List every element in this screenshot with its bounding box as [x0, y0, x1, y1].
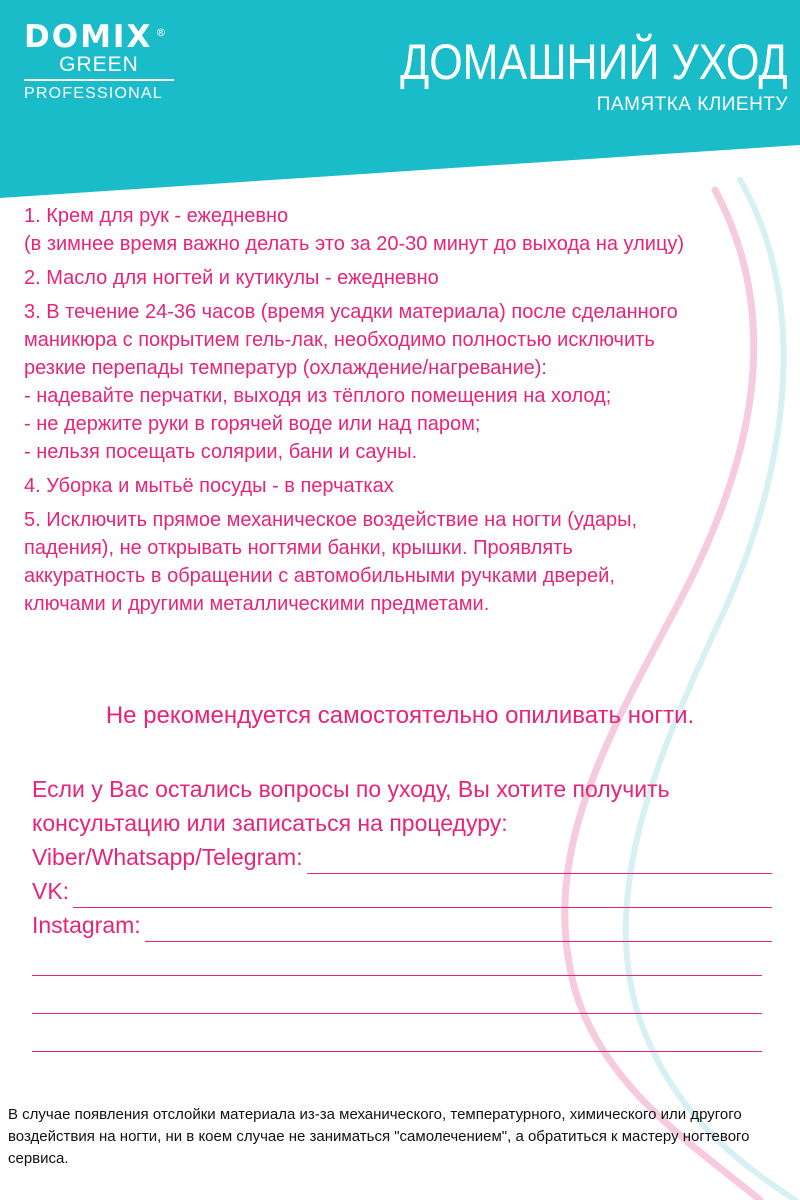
blank-line[interactable] [32, 942, 762, 976]
messenger-blank-line[interactable] [307, 849, 772, 874]
instruction-line: - надевайте перчатки, выходя из тёплого помещения на холод; [24, 385, 612, 407]
instagram-field[interactable] [32, 908, 772, 942]
logo-professional: PROFESSIONAL [24, 85, 163, 102]
blank-line[interactable] [32, 980, 762, 1014]
messenger-label: Viber/Whatsapp/Telegram: [32, 844, 303, 870]
contact-intro-line: консультацию или записаться на процедуру: [32, 810, 508, 836]
logo-divider [24, 79, 174, 81]
domix-logo [24, 20, 180, 103]
warning-note: Не рекомендуется самостоятельно опиливать ногти. [105, 702, 695, 729]
instruction-item-4 [24, 472, 784, 500]
instruction-line: 4. Уборка и мытьё посуды - в перчатках [24, 475, 394, 497]
instruction-line: падения), не открывать ногтями банки, крышки. Проявлять [24, 537, 573, 559]
instruction-item-3 [24, 298, 784, 466]
instagram-blank-line[interactable] [145, 917, 772, 942]
page-title: ДОМАШНИЙ УХОД [400, 34, 788, 90]
instruction-line: маникюра с покрытием гель-лак, необходимо полностью исключить [24, 329, 655, 351]
care-instructions [24, 200, 784, 624]
contact-section [32, 772, 772, 1056]
vk-label: VK: [32, 878, 70, 904]
disclaimer: В случае появления отслойки материала из-за механического, температурного, химического или другого воздействия на ногти, ни в коем случае не заниматься "самолечением", а обратиться к мастеру ногтевого сервиса. [8, 1106, 750, 1167]
logo-registered-mark: ® [155, 26, 167, 39]
instruction-item-5 [24, 506, 784, 618]
instruction-line: резкие перепады температур (охлаждение/нагревание): [24, 357, 547, 379]
vk-blank-line[interactable] [73, 883, 772, 908]
instruction-line: - нельзя посещать солярии, бани и сауны. [24, 441, 418, 463]
page-subtitle: ПАМЯТКА КЛИЕНТУ [596, 94, 788, 115]
instruction-line: 2. Масло для ногтей и кутикулы - ежедневно [24, 267, 439, 289]
vk-field[interactable] [32, 874, 772, 908]
instruction-line: аккуратность в обращении с автомобильными ручками дверей, [24, 565, 615, 587]
instruction-line: 1. Крем для рук - ежедневно [24, 205, 289, 227]
logo-sub: GREEN [59, 53, 139, 76]
instruction-line: (в зимнее время важно делать это за 20-30 минут до выхода на улицу) [24, 233, 685, 255]
messenger-field[interactable] [32, 840, 772, 874]
instruction-item-1 [24, 200, 784, 258]
logo-brand: DOMIX [24, 19, 153, 55]
blank-line[interactable] [32, 1018, 762, 1052]
contact-intro-line: Если у Вас остались вопросы по уходу, Вы хотите получить [32, 776, 670, 802]
instagram-label: Instagram: [32, 912, 141, 938]
instruction-line: - не держите руки в горячей воде или над паром; [24, 413, 481, 435]
instruction-line: 3. В течение 24-36 часов (время усадки материала) после сделанного [24, 301, 678, 323]
instruction-line: ключами и другими металлическими предметами. [24, 593, 490, 615]
instruction-item-2 [24, 264, 784, 292]
logo-brand-wrap [24, 19, 167, 55]
instruction-line: 5. Исключить прямое механическое воздействие на ногти (удары, [24, 509, 638, 531]
